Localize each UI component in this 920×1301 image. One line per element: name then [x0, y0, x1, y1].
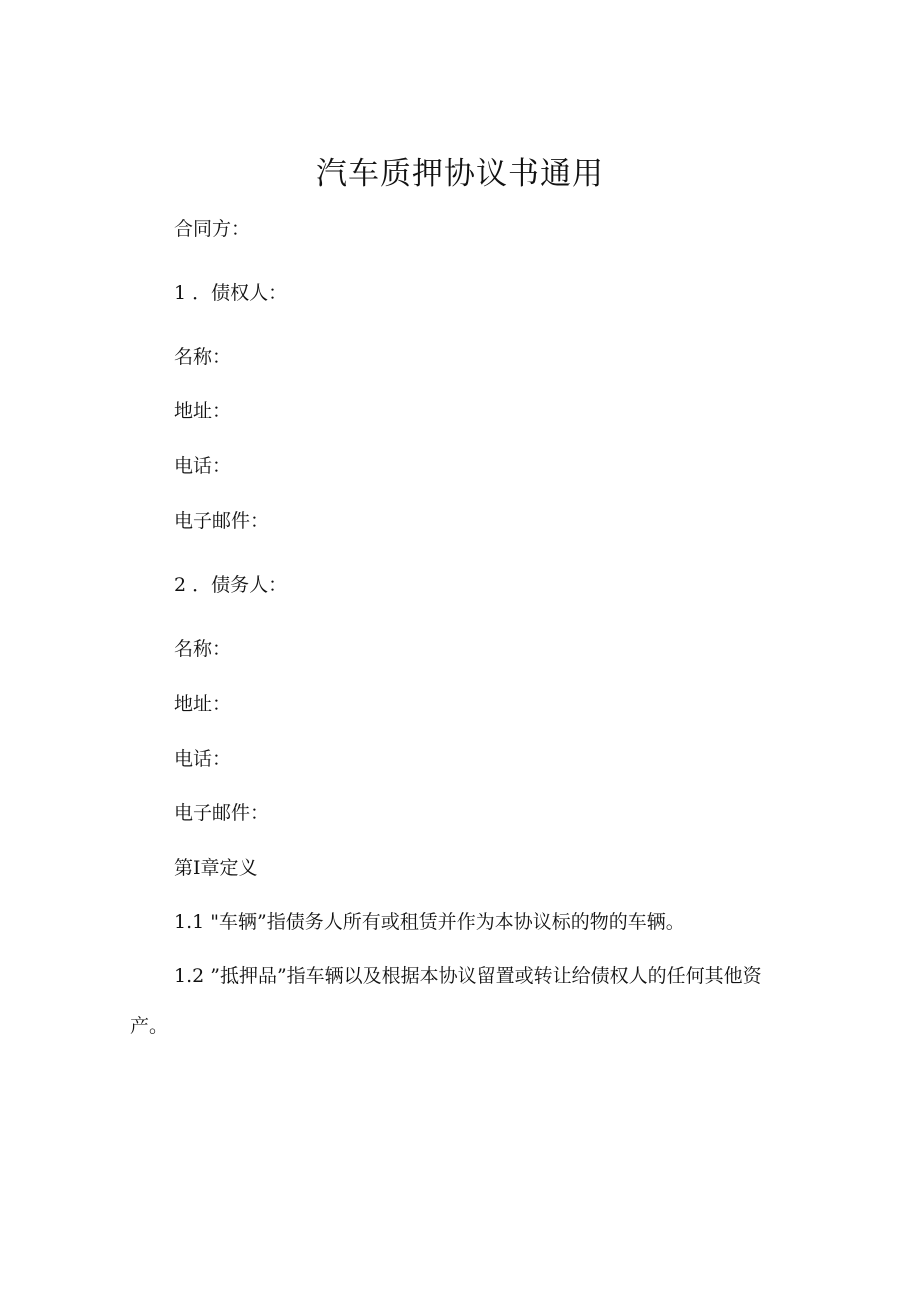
debtor-email-field: 电子邮件： [174, 802, 270, 824]
debtor-phone-field: 电话： [174, 748, 232, 770]
parties-label: 合同方： [174, 218, 251, 240]
debtor-heading: 2 ．债务人： [174, 574, 288, 596]
debtor-address-field: 地址： [174, 693, 232, 715]
creditor-heading: 1 ．债权人： [174, 282, 288, 304]
creditor-name-field: 名称： [174, 346, 232, 368]
clause-1-1: 1.1 "车辆”指债务人所有或租赁并作为本协议标的物的车辆。 [174, 911, 685, 933]
debtor-name-field: 名称： [174, 638, 232, 660]
creditor-address-field: 地址： [174, 400, 232, 422]
chapter-heading: 第I章定义 [174, 857, 258, 879]
document-title: 汽车质押协议书通用 [316, 156, 604, 192]
creditor-phone-field: 电话： [174, 455, 232, 477]
creditor-email-field: 电子邮件： [174, 510, 270, 532]
clause-1-2: 1.2 ”抵押品”指车辆以及根据本协议留置或转让给债权人的任何其他资产。 [130, 965, 762, 1037]
